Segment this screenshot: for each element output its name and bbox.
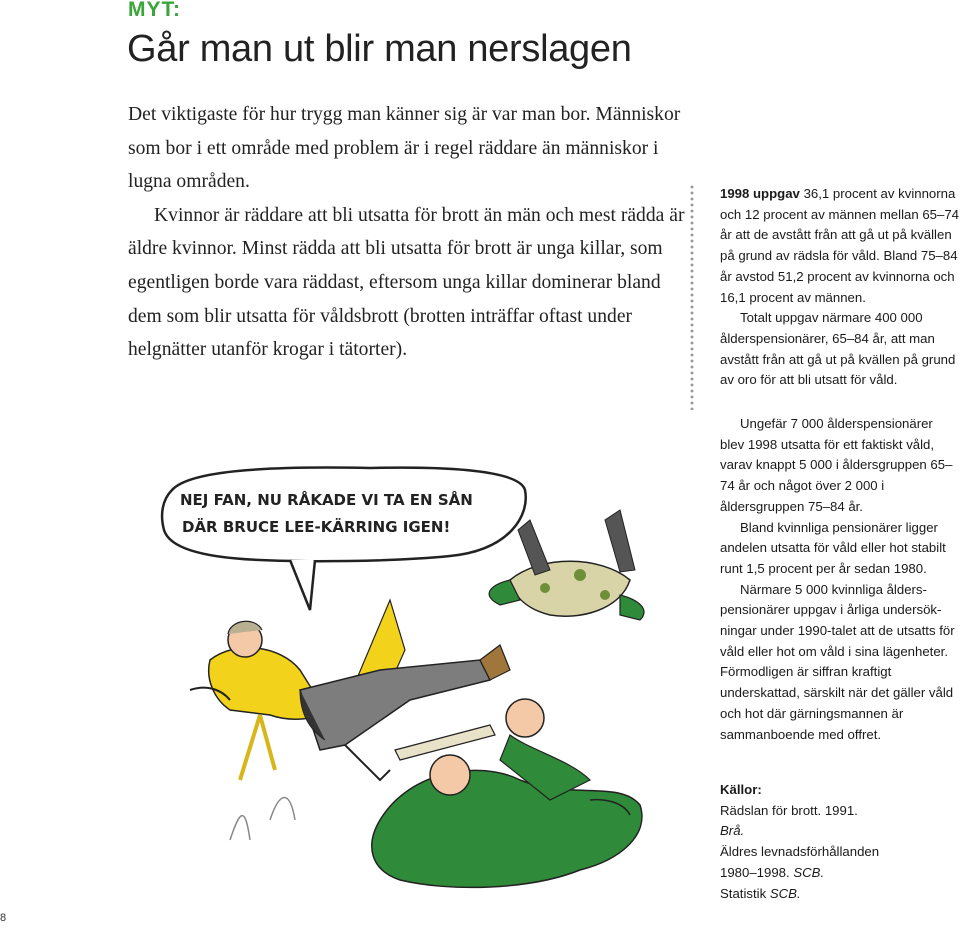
sidebar-paragraph-3: Ungefär 7 000 ålderspensionärer blev 1998 utsatta för ett faktiskt våld, varav knappt 5 000 i åldersgruppen 65–74 år och något över 2 000 i åldersgruppen 75–84 år.: [720, 416, 953, 514]
source-line: Äldres levnadsförhållanden: [720, 844, 880, 860]
dotted-divider: [690, 184, 694, 410]
sidebar-paragraph-5: Närmare 5 000 kvinnliga ålderspensionärer uppgav i årliga undersökningar under 1990-talet att de utsatts för våld eller hot om våld i sina lägenheter. Förmodligen är siffran kraftigt underskattad, särskilt när det gäller våld och hot där gärningsmannen är sammanboende med offret.: [720, 581, 955, 742]
sidebar-lead: 1998 uppgav: [720, 186, 800, 201]
source-text: 1980–1998.: [720, 864, 794, 880]
source-line: Brå.: [720, 823, 745, 839]
source-publisher: SCB.: [769, 885, 801, 901]
page-title: Går man ut blir man nerslagen: [127, 28, 632, 70]
body-paragraph-2: Kvinnor är räddare att bli utsatta för brott än män och mest rädda är äldre kvinnor. Minst rädda att bli utsatta för brott är unga killar, som egentligen borde vara räddast, eftersom unga killar dominerar bland dem som blir utsatta för våldsbrott (brotten inträffar oftast under helgnätter utanför krogar i tätorter).: [128, 204, 685, 361]
baseball-bat: [395, 725, 495, 760]
source-text: Statistik: [720, 885, 770, 901]
sources-box: [720, 780, 950, 904]
sidebar-paragraph-2: Totalt uppgav närmare 400 000 ålderspensionärer, 65–84 år, att man avstått från att gå ut på kvällen på grund av oro för att bli utsatt för våld.: [720, 310, 956, 388]
sidebar-paragraph-1: [720, 184, 960, 308]
myth-label: MYT:: [128, 0, 181, 21]
source-publisher: SCB.: [793, 864, 825, 880]
fact-sidebar: [690, 178, 960, 416]
page-number: 8: [0, 912, 7, 924]
fallen-soldiers-figure: [372, 699, 642, 887]
cartoon-illustration: [150, 460, 660, 900]
old-woman-figure: [190, 600, 510, 780]
sidebar-paragraph-1-text: 36,1 procent av kvinnorna och 12 procent av männen mellan 65–74 år att de avstått från att gå ut på kvällen på grund av rädsla för våld. Bland 75–84 år avstod 51,2 procent av kvinnorna och 16,1 procent av männen.: [720, 186, 960, 305]
fact-sidebar-continued: [720, 414, 960, 745]
speech-text-line-2: DÄR BRUCE LEE-KÄRRING IGEN!: [182, 518, 451, 536]
sidebar-paragraph-4: Bland kvinnliga pensionärer ligger andelen utsatta för våld eller hot stabilt runt 1,5 procent per år sedan 1980.: [720, 519, 946, 576]
source-line: [720, 884, 950, 905]
speech-bubble: [162, 468, 526, 610]
body-paragraph-1: Det viktigaste för hur trygg man känner sig är var man bor. Människor som bor i ett område med problem är i regel räddare än människor i lugna områden.: [128, 104, 681, 193]
speech-text-line-1: NEJ FAN, NU RÅKADE VI TA EN SÅN: [180, 491, 473, 509]
body-text: [128, 98, 698, 367]
source-line: Rädslan för brott. 1991.: [720, 802, 858, 818]
source-line: [720, 863, 950, 884]
sources-heading: Källor:: [720, 782, 762, 797]
